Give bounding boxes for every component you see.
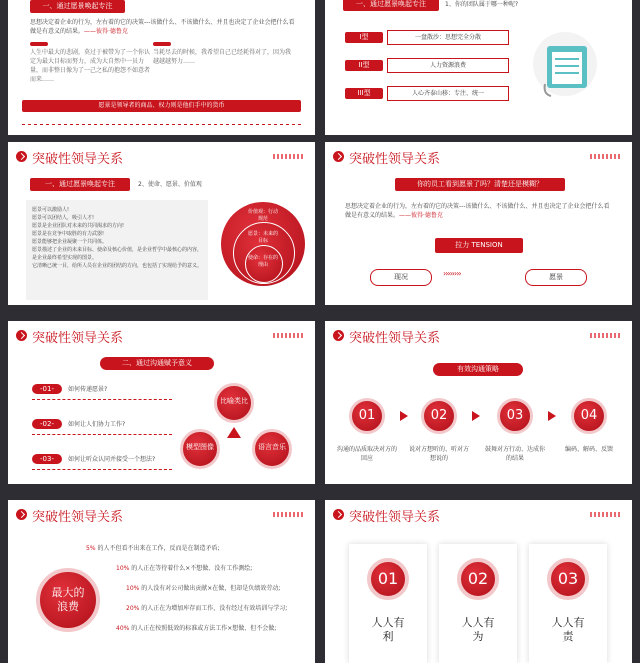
type-desc-1: 一盘散沙：思想完全分散 <box>387 30 509 45</box>
slide-title: 突破性领导关系 <box>32 331 124 346</box>
slide-7[interactable] <box>8 500 315 663</box>
step-circle-3: 03 <box>497 398 533 434</box>
question-pill: 你的员工看到愿景了吗？清楚还是模糊？ <box>395 178 565 191</box>
waste-line-5: 40% 的人正在按照低效的标准或方法工作×想做、但不会做; <box>116 625 277 632</box>
slide-header <box>8 321 315 349</box>
section-pill: 二、通过沟通赋予意义 <box>100 357 214 370</box>
vision-list <box>32 206 204 270</box>
slide-8[interactable] <box>325 500 632 663</box>
item-num-1: -01- <box>32 384 62 394</box>
card-text-2: 人人有为 <box>461 616 495 643</box>
subtitle: 2、使命、愿景、价值观 <box>138 181 202 188</box>
card-number-2: 02 <box>457 558 499 600</box>
arrow-circle-icon <box>16 151 27 162</box>
vision-state-box: 愿景 <box>525 269 587 286</box>
bottom-banner: 愿景是领导者的商品、权力则是他们手中的货币 <box>22 100 301 112</box>
intro-text: 思想决定着企业的行为，左右着的它的决策---该做什么、不该做什么、并且也决定了企业会把什么看做是有意义的结果。——彼得·德鲁克 <box>30 19 295 35</box>
slide-1[interactable] <box>8 0 315 135</box>
card-3 <box>529 544 607 663</box>
item-text-2: 如何让人们协力工作? <box>68 421 126 428</box>
section-pill: 一、通过愿景唤起专注 <box>30 0 125 13</box>
card-text-1: 人人有利 <box>371 616 405 643</box>
intro-text: 思想决定着企业的行为，左右着的它的决策---该做什么、不该做什么、并且也决定了企业会把什么看做是有意义的结果。——彼得·德鲁克 <box>345 203 610 219</box>
slide-header <box>325 321 632 349</box>
step-text-4: 编码、解码、反馈 <box>564 446 613 453</box>
step-text-3: 鼓舞对方行动、达成你的结果 <box>485 446 546 462</box>
item-text-1: 如何传递愿景? <box>68 386 108 393</box>
mission-label: 使命：存在的理由 <box>247 255 278 268</box>
right-tag <box>153 42 171 46</box>
arrow-chain-icon: ›››››››› <box>443 269 461 278</box>
card-number-3: 03 <box>547 558 589 600</box>
section-pill: 一、通过愿景唤起专注 <box>30 178 130 191</box>
quote-author: ——彼得·德鲁克 <box>84 28 128 35</box>
slide-6[interactable] <box>325 321 632 484</box>
question-text: 1、你的团队属于哪一种呢? <box>445 1 519 8</box>
slide-header <box>8 142 315 170</box>
clipboard-icon <box>525 24 605 104</box>
slide-5[interactable] <box>8 321 315 484</box>
vision-line: 愿景可以激励人! <box>32 207 70 213</box>
type-label-1: I型 <box>345 32 383 43</box>
step-arrow-icon <box>472 411 480 421</box>
waste-circle: 最大的浪费 <box>36 568 100 632</box>
slide-header <box>8 500 315 528</box>
step-arrow-icon <box>548 411 556 421</box>
type-label-2: II型 <box>345 60 383 71</box>
divider <box>32 434 172 435</box>
values-label: 价值观：行动规范 <box>247 209 278 222</box>
item-num-2: -02- <box>32 419 62 429</box>
slide-title: 突破性领导关系 <box>32 510 124 525</box>
tension-pill: 拉力 TENSION <box>435 238 523 253</box>
card-text-3: 人人有责 <box>551 616 585 643</box>
type-label-3: III型 <box>345 88 383 99</box>
step-circle-4: 04 <box>571 398 607 434</box>
metaphor-circle: 比喻类比 <box>214 383 254 423</box>
card-1 <box>349 544 427 663</box>
vision-line: 愿景可以团结人，吸引人才! <box>32 215 95 221</box>
language-circle: 语言音乐 <box>252 429 292 469</box>
step-text-1: 沟通的品质取决对方的回应 <box>337 446 398 462</box>
section-pill: 有效沟通策略 <box>433 363 523 376</box>
dots-decoration <box>273 154 305 159</box>
arrow-circle-icon <box>16 509 27 520</box>
dots-decoration <box>590 154 622 159</box>
waste-line-4: 20% 的人正在为增加库存而工作，没有经过有效培训与学习; <box>126 605 288 612</box>
vision-line: 愿景能够把企业凝聚一个共同体。 <box>32 239 108 245</box>
divider <box>32 469 172 470</box>
step-arrow-icon <box>400 411 408 421</box>
divider <box>32 399 172 400</box>
vision-line: 愿景描述了企业的未来目标、使命及核心价值，是企业哲学中最核心的内容，是企业最终希望实现的图景。 <box>32 247 203 261</box>
type-desc-2: 人力资源浪费 <box>387 58 509 73</box>
section-pill: 一、通过愿景唤起专注 <box>343 0 439 11</box>
vision-line: 愿景是企业团队对未来的共同渴求的方向! <box>32 223 125 229</box>
arrow-circle-icon <box>333 151 344 162</box>
waste-line-2: 10% 的人正在等待着什么×不想做、没有工作测绘; <box>116 565 253 572</box>
triangle-icon <box>227 427 241 438</box>
left-tag <box>30 42 48 46</box>
dots-decoration <box>273 333 305 338</box>
vision-line: 它清晰已统一目，给所人员在企业的团结的方向，也包括了实现给予的意义。 <box>32 263 203 269</box>
slide-2[interactable] <box>325 0 632 135</box>
vision-label: 愿景：未来的目标 <box>247 231 278 244</box>
waste-line-1: 5% 的人不但看不出来在工作，反而是在制造矛盾; <box>86 545 220 552</box>
right-quote-text: 当耗尽去的时候，我希望自己已经耗得对了，因为我越越越努力…… <box>153 49 292 65</box>
card-number-1: 01 <box>367 558 409 600</box>
slide-title: 突破性领导关系 <box>349 510 441 525</box>
card-2 <box>439 544 517 663</box>
slide-title: 突破性领导关系 <box>349 152 441 167</box>
item-text-3: 如何让听众认同并接受一个想法? <box>68 456 156 463</box>
dots-decoration <box>590 512 622 517</box>
slide-title: 突破性领导关系 <box>349 331 441 346</box>
slide-header <box>325 142 632 170</box>
arrow-circle-icon <box>16 330 27 341</box>
slide-3[interactable] <box>8 142 315 305</box>
dots-decoration <box>590 333 622 338</box>
step-text-2: 说对方想听的、听对方想说的 <box>409 446 470 462</box>
arrow-circle-icon <box>333 330 344 341</box>
dots-decoration <box>273 512 305 517</box>
left-quote-text: 人生中最大的悲剧，莫过于被带为了一个你认定为最大目标而努力，成为大自然中一员力量，而非整日像为了一己之私的抱怨不如意者而来…… <box>30 49 150 83</box>
text-panel <box>26 200 208 300</box>
current-state-box: 现况 <box>370 269 432 286</box>
model-circle: 模型图像 <box>180 429 220 469</box>
slide-header <box>325 500 632 528</box>
slide-4[interactable] <box>325 142 632 305</box>
quote-author: ——彼得·德鲁克 <box>399 212 443 219</box>
type-desc-3: 人心齐泰山移：专注、统一 <box>387 86 509 101</box>
arrow-circle-icon <box>333 509 344 520</box>
item-num-3: -03- <box>32 454 62 464</box>
step-circle-2: 02 <box>421 398 457 434</box>
vision-line: 愿景是在竞争中取胜的有力武器! <box>32 231 105 237</box>
slide-title: 突破性领导关系 <box>32 152 124 167</box>
step-circle-1: 01 <box>349 398 385 434</box>
divider <box>22 124 301 125</box>
waste-line-3: 10% 的人没有对公司做出贡献×在做，但却是负绩效劳动; <box>126 585 281 592</box>
